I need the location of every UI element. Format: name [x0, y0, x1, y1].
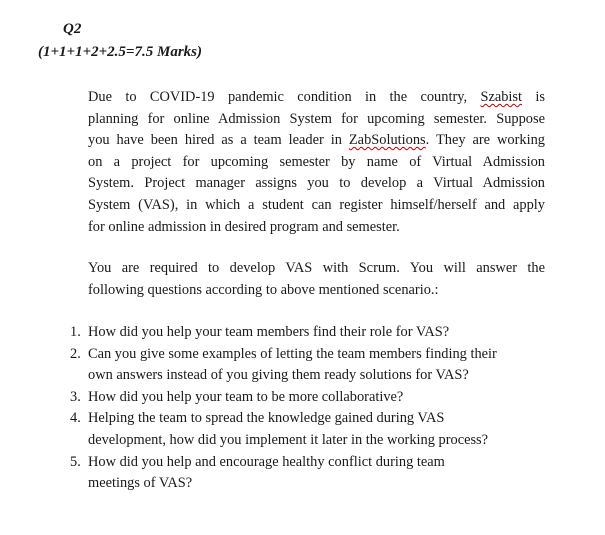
scenario-line-1-text: Due to COVID-19 pandemic condition in the country,: [88, 89, 481, 105]
list-item: [70, 322, 550, 344]
scenario-line-1-tail: is: [522, 89, 545, 105]
question-text-2: Can you give some examples of letting the team members finding their: [88, 345, 497, 362]
question-text-4-cont: development, how did you implement it later in the working process?: [88, 431, 489, 448]
question-text-5-cont: meetings of VAS?: [88, 475, 193, 492]
question-number-5: 5.: [70, 453, 81, 470]
instructions-paragraph: [88, 258, 545, 301]
scenario-line-2: planning for online Admission System for upcoming semester. Suppose: [88, 110, 545, 127]
list-item: [70, 408, 550, 451]
question-text-1: How did you help your team members find their role for VAS?: [88, 324, 450, 340]
spellcheck-zabsolutions: ZabSolutions: [348, 132, 426, 149]
list-item: [70, 344, 550, 387]
list-item: [70, 387, 550, 409]
question-text-2-cont: own answers instead of you giving them ready solutions for VAS?: [88, 367, 469, 384]
scenario-line-1: [88, 87, 545, 109]
question-number-4: 4.: [70, 410, 81, 427]
scenario-line-6: System (VAS), in which a student can register himself/herself and apply: [88, 196, 545, 213]
scenario-line-3: [88, 130, 545, 152]
scenario-line-4: on a project for upcoming semester by name of Virtual Admission: [88, 153, 545, 170]
marks-breakdown: (1+1+1+2+2.5=7.5 Marks): [38, 44, 202, 60]
scenario-line-3-text: you have been hired as a team leader in: [88, 132, 349, 149]
spellcheck-szabist: Szabist: [480, 89, 523, 105]
question-number-1: 1.: [70, 324, 81, 340]
question-number-2: 2.: [70, 345, 81, 362]
question-list: [70, 322, 550, 495]
question-text-4: Helping the team to spread the knowledge gained during VAS: [88, 410, 445, 427]
question-number-3: 3.: [70, 388, 81, 405]
scenario-line-5: System. Project manager assigns you to develop a Virtual Admission: [88, 175, 545, 192]
question-text-5: How did you help and encourage healthy conflict during team: [88, 453, 445, 470]
scenario-line-7: for online admission in desired program and semester.: [88, 218, 400, 235]
question-text-3: How did you help your team to be more collaborative?: [88, 388, 404, 405]
question-number: Q2: [63, 21, 82, 37]
list-item: [70, 452, 550, 495]
scenario-line-3-tail: . They are working: [425, 132, 545, 149]
instructions-line-2: following questions according to above mentioned scenario.:: [88, 281, 439, 298]
instructions-line-1: You are required to develop VAS with Scrum. You will answer the: [88, 260, 545, 276]
scenario-paragraph: [88, 87, 545, 238]
